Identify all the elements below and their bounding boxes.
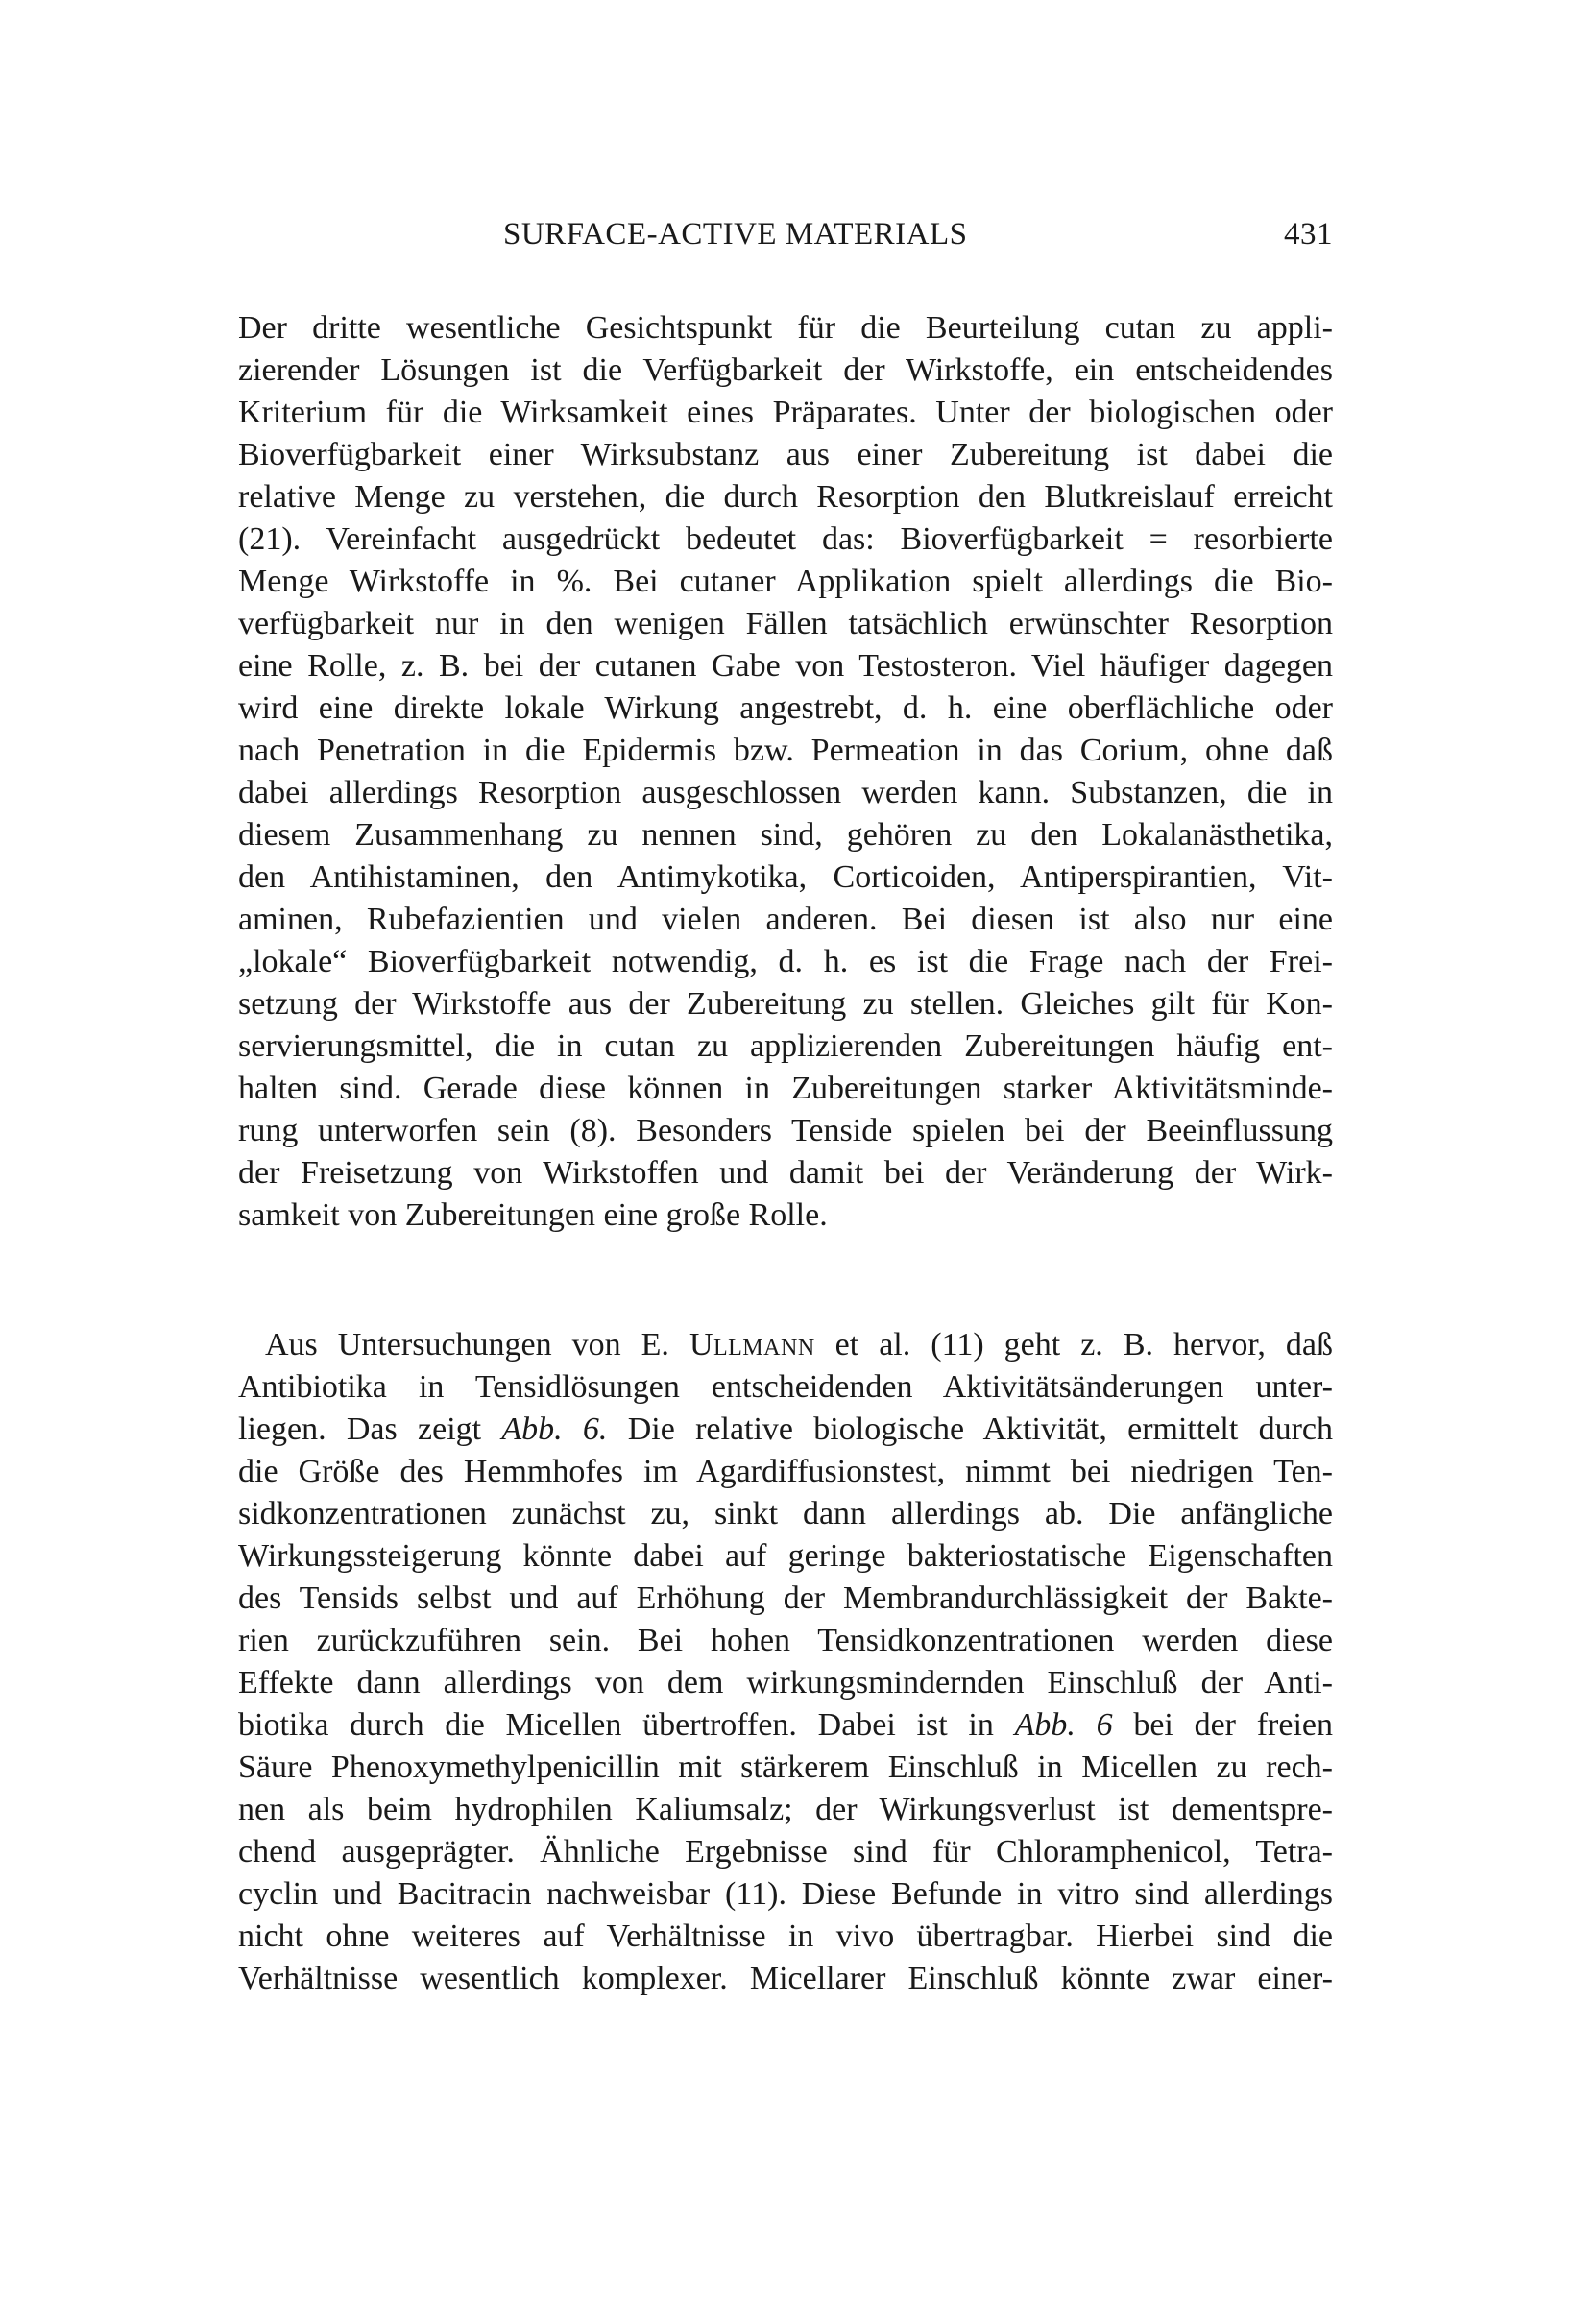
text-line: verfügbarkeit nur in den wenigen Fällen tatsächlich erwünschter Resorption — [238, 606, 1333, 641]
text-line: nen als beim hydrophilen Kaliumsalz; der Wirkungsverlust ist dementspre- — [238, 1792, 1333, 1827]
running-header-title: SURFACE-ACTIVE MATERIALS — [503, 217, 968, 252]
text-line: „lokale“ Bioverfügbarkeit notwendig, d. h. es ist die Frage nach der Frei- — [238, 944, 1333, 979]
text-line: sidkonzentrationen zunächst zu, sinkt dann allerdings ab. Die anfängliche — [238, 1496, 1333, 1532]
text-line: halten sind. Gerade diese können in Zubereitungen starker Aktivitätsminde- — [238, 1071, 1333, 1106]
text-line: Menge Wirkstoffe in %. Bei cutaner Applikation spielt allerdings die Bio- — [238, 564, 1333, 599]
text-line: (21). Vereinfacht ausgedrückt bedeutet das: Bioverfügbarkeit = resorbierte — [238, 521, 1333, 557]
running-header — [238, 217, 1333, 259]
text-line: zierender Lösungen ist die Verfügbarkeit der Wirkstoffe, ein entscheidendes — [238, 352, 1333, 388]
text-line: servierungsmittel, die in cutan zu applizierenden Zubereitungen häufig ent- — [238, 1028, 1333, 1064]
text-line: chend ausgeprägter. Ähnliche Ergebnisse sind für Chloramphenicol, Tetra- — [238, 1834, 1333, 1870]
text-line: der Freisetzung von Wirkstoffen und damit bei der Veränderung der Wirk- — [238, 1155, 1333, 1191]
figure-reference: Abb. 6. — [501, 1411, 608, 1447]
text-fragment: Die relative biologische Aktivität, ermittelt durch — [607, 1411, 1333, 1447]
text-line: diesem Zusammenhang zu nennen sind, gehören zu den Lokalanästhetika, — [238, 817, 1333, 853]
text-line: nach Penetration in die Epidermis bzw. Permeation in das Corium, ohne daß — [238, 733, 1333, 768]
text-line: samkeit von Zubereitungen eine große Rolle. — [238, 1197, 828, 1233]
text-line — [238, 1409, 1333, 1451]
figure-reference: Abb. 6 — [1014, 1707, 1113, 1743]
text-line: cyclin und Bacitracin nachweisbar (11). Diese Befunde in vitro sind allerdings — [238, 1876, 1333, 1912]
text-line: Wirkungssteigerung könnte dabei auf geringe bakteriostatische Eigenschaften — [238, 1538, 1333, 1574]
text-line: die Größe des Hemmhofes im Agardiffusionstest, nimmt bei niedrigen Ten- — [238, 1454, 1333, 1489]
text-fragment: biotika durch die Micellen übertroffen. Dabei ist in — [238, 1707, 1015, 1743]
text-fragment: liegen. Das zeigt — [238, 1411, 502, 1447]
text-line: eine Rolle, z. B. bei der cutanen Gabe von Testosteron. Viel häufiger dagegen — [238, 648, 1333, 684]
text-fragment: bei der freien — [1112, 1707, 1333, 1743]
text-fragment: et al. (11) geht z. B. hervor, daß — [814, 1327, 1333, 1363]
text-line: des Tensids selbst und auf Erhöhung der Membrandurchlässigkeit der Bakte- — [238, 1580, 1333, 1616]
text-line: Bioverfügbarkeit einer Wirksubstanz aus einer Zubereitung ist dabei die — [238, 437, 1333, 472]
author-name: Ullmann — [689, 1327, 815, 1363]
text-line: Kriterium für die Wirksamkeit eines Präparates. Unter der biologischen oder — [238, 395, 1333, 430]
text-line: den Antihistaminen, den Antimykotika, Corticoiden, Antiperspirantien, Vit- — [238, 859, 1333, 895]
text-fragment: Aus Untersuchungen von E. — [265, 1327, 689, 1363]
text-line: relative Menge zu verstehen, die durch Resorption den Blutkreislauf erreicht — [238, 479, 1333, 515]
page-number: 431 — [1284, 217, 1333, 252]
text-line: rien zurückzuführen sein. Bei hohen Tensidkonzentrationen werden diese — [238, 1623, 1333, 1658]
paragraph-antibiotics-surfactants — [238, 1324, 1333, 2000]
text-line: Verhältnisse wesentlich komplexer. Micellarer Einschluß könnte zwar einer- — [238, 1961, 1333, 1996]
text-line: Der dritte wesentliche Gesichtspunkt für die Beurteilung cutan zu appli- — [238, 310, 1333, 346]
text-line: rung unterworfen sein (8). Besonders Tenside spielen bei der Beeinflussung — [238, 1113, 1333, 1148]
text-line — [238, 1704, 1333, 1747]
text-line: aminen, Rubefazientien und vielen anderen. Bei diesen ist also nur eine — [238, 902, 1333, 937]
text-line: Säure Phenoxymethylpenicillin mit stärkerem Einschluß in Micellen zu rech- — [238, 1749, 1333, 1785]
text-line: Effekte dann allerdings von dem wirkungsmindernden Einschluß der Anti- — [238, 1665, 1333, 1701]
text-line: setzung der Wirkstoffe aus der Zubereitung zu stellen. Gleiches gilt für Kon- — [238, 986, 1333, 1022]
text-line — [238, 1324, 1333, 1366]
text-line: dabei allerdings Resorption ausgeschlossen werden kann. Substanzen, die in — [238, 775, 1333, 810]
text-line: nicht ohne weiteres auf Verhältnisse in vivo übertragbar. Hierbei sind die — [238, 1918, 1333, 1954]
paragraph-bioavailability — [238, 307, 1333, 1237]
text-line: Antibiotika in Tensidlösungen entscheidenden Aktivitätsänderungen unter- — [238, 1369, 1333, 1405]
text-line: wird eine direkte lokale Wirkung angestrebt, d. h. eine oberflächliche oder — [238, 690, 1333, 726]
